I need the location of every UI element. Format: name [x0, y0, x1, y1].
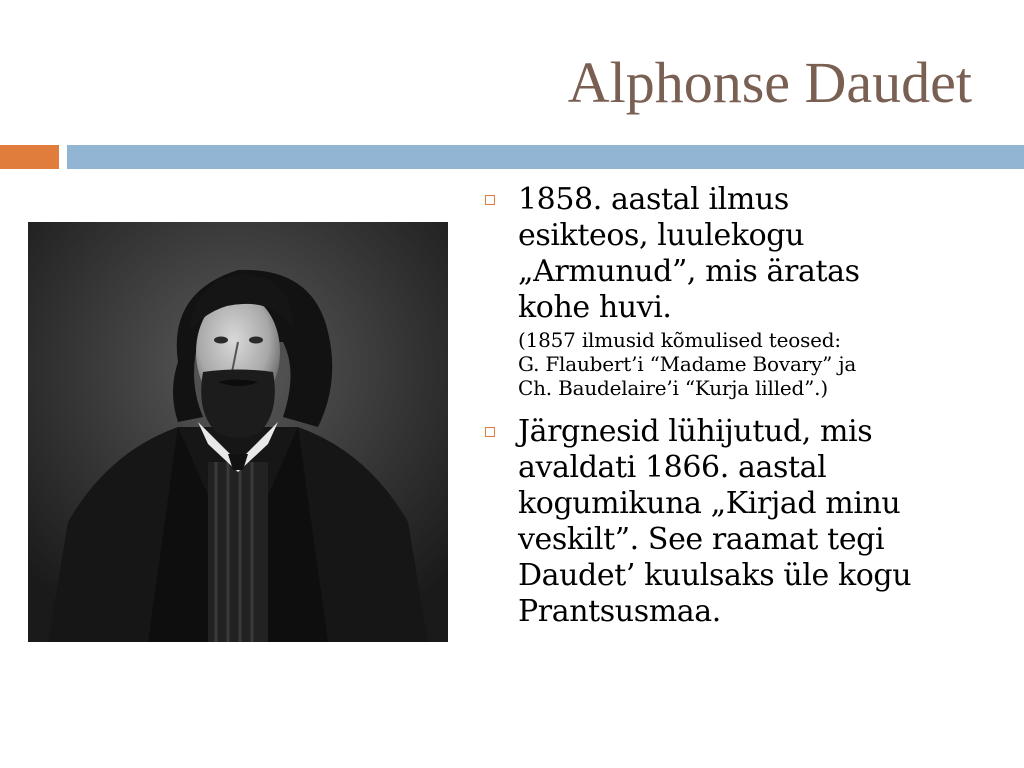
bullet-note: (1857 ilmusid kõmulised teosed: G. Flaubert’i “Madame Bovary” ja Ch. Baudelaire’i “Kurja lilled”.): [518, 328, 857, 400]
accent-bar-blue: [67, 145, 1024, 169]
bullet-item: [482, 182, 1002, 400]
bullet-text: Järgnesid lühijutud, mis avaldati 1866. aastal kogumikuna „Kirjad minu veskilt”. See raamat tegi Daudet’ kuulsaks üle kogu Prantsusmaa.: [518, 414, 912, 629]
accent-bar-orange: [0, 145, 59, 169]
bullet-list: [482, 182, 1002, 644]
bullet-text: 1858. aastal ilmus esikteos, luulekogu „Armunud”, mis äratas kohe huvi.: [518, 182, 860, 325]
slide-title: Alphonse Daudet: [567, 50, 972, 115]
square-bullet-icon: [485, 427, 495, 437]
portrait-photo: [28, 222, 448, 642]
square-bullet-icon: [485, 195, 495, 205]
bullet-item: [482, 414, 1002, 630]
